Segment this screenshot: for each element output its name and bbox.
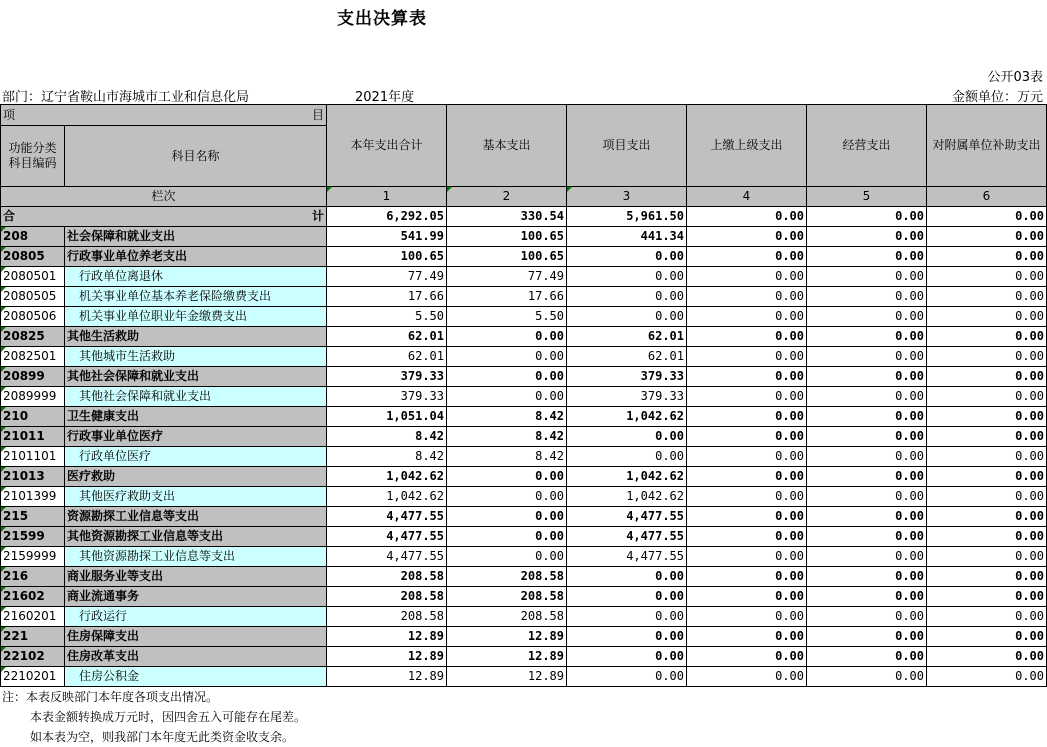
amount-cell: 0.00	[687, 347, 807, 367]
amount-cell: 0.00	[687, 507, 807, 527]
header-item-right: 目	[311, 108, 324, 122]
amount-cell: 62.01	[567, 347, 687, 367]
amount-cell: 0.00	[927, 467, 1047, 487]
amount-cell: 0.00	[927, 267, 1047, 287]
amount-cell: 0.00	[687, 327, 807, 347]
amount-cell: 0.00	[567, 247, 687, 267]
subject-name-cell: 商业服务业等支出	[65, 567, 327, 587]
amount-cell: 379.33	[567, 367, 687, 387]
form-code: 公开03表	[987, 70, 1043, 85]
amount-cell: 1,042.62	[567, 487, 687, 507]
subject-name-cell: 其他医疗救助支出	[65, 487, 327, 507]
func-code-cell: 2082501	[1, 347, 65, 367]
table-row	[1, 427, 1047, 447]
amount-cell: 0.00	[687, 247, 807, 267]
func-code-cell: 2080505	[1, 287, 65, 307]
total-value: 0.00	[807, 207, 927, 227]
amount-cell: 0.00	[807, 447, 927, 467]
amount-cell: 0.00	[687, 387, 807, 407]
subject-name-cell: 机关事业单位职业年金缴费支出	[65, 307, 327, 327]
col-num-1: 1	[327, 187, 447, 207]
table-row	[1, 247, 1047, 267]
func-code-cell: 2089999	[1, 387, 65, 407]
amount-cell: 0.00	[447, 507, 567, 527]
amount-cell: 0.00	[807, 467, 927, 487]
year-label: 2021年度	[355, 90, 415, 105]
amount-cell: 1,042.62	[567, 407, 687, 427]
func-code-cell: 215	[1, 507, 65, 527]
amount-cell: 0.00	[927, 447, 1047, 467]
amount-cell: 0.00	[807, 547, 927, 567]
amount-cell: 5.50	[327, 307, 447, 327]
amount-cell: 379.33	[567, 387, 687, 407]
table-row	[1, 287, 1047, 307]
subject-name-cell: 其他生活救助	[65, 327, 327, 347]
subject-name-cell: 资源勘探工业信息等支出	[65, 507, 327, 527]
amount-cell: 0.00	[447, 367, 567, 387]
func-code-cell: 21602	[1, 587, 65, 607]
amount-cell: 100.65	[447, 227, 567, 247]
amount-cell: 0.00	[807, 347, 927, 367]
total-value: 0.00	[687, 207, 807, 227]
amount-cell: 0.00	[927, 607, 1047, 627]
subject-name-cell: 住房公积金	[65, 667, 327, 687]
func-code-cell: 20825	[1, 327, 65, 347]
amount-cell: 0.00	[927, 247, 1047, 267]
amount-cell: 0.00	[807, 407, 927, 427]
note-line: 注：本表反映部门本年度各项支出情况。	[2, 690, 219, 704]
table-row	[1, 467, 1047, 487]
subject-name-cell: 卫生健康支出	[65, 407, 327, 427]
amount-cell: 0.00	[927, 347, 1047, 367]
amount-cell: 0.00	[807, 387, 927, 407]
amount-cell: 541.99	[327, 227, 447, 247]
amount-cell: 0.00	[807, 567, 927, 587]
amount-cell: 0.00	[567, 627, 687, 647]
subject-name-cell: 行政单位离退休	[65, 267, 327, 287]
amount-cell: 0.00	[687, 527, 807, 547]
note-line: 如本表为空，则我部门本年度无此类资金收支余。	[30, 730, 295, 744]
amount-cell: 0.00	[687, 447, 807, 467]
amount-cell: 0.00	[927, 387, 1047, 407]
amount-cell: 0.00	[447, 487, 567, 507]
func-code-cell: 2080506	[1, 307, 65, 327]
amount-cell: 0.00	[567, 267, 687, 287]
amount-cell: 62.01	[327, 347, 447, 367]
amount-cell: 0.00	[927, 407, 1047, 427]
func-code-cell: 2101101	[1, 447, 65, 467]
amount-cell: 12.89	[327, 627, 447, 647]
func-code-cell: 2080501	[1, 267, 65, 287]
header-col-5: 经营支出	[807, 105, 927, 187]
amount-cell: 208.58	[327, 607, 447, 627]
amount-cell: 0.00	[687, 287, 807, 307]
amount-cell: 0.00	[687, 667, 807, 687]
amount-cell: 0.00	[807, 227, 927, 247]
subject-name-cell: 行政运行	[65, 607, 327, 627]
subject-name-cell: 其他资源勘探工业信息等支出	[65, 527, 327, 547]
func-code-cell: 221	[1, 627, 65, 647]
subject-name-cell: 住房改革支出	[65, 647, 327, 667]
amount-cell: 0.00	[927, 587, 1047, 607]
amount-cell: 1,042.62	[567, 467, 687, 487]
table-row	[1, 507, 1047, 527]
amount-cell: 0.00	[807, 627, 927, 647]
amount-cell: 0.00	[687, 407, 807, 427]
amount-cell: 0.00	[687, 467, 807, 487]
amount-cell: 8.42	[327, 447, 447, 467]
amount-cell: 62.01	[567, 327, 687, 347]
col-num-6: 6	[927, 187, 1047, 207]
amount-cell: 441.34	[567, 227, 687, 247]
amount-cell: 0.00	[807, 327, 927, 347]
amount-cell: 0.00	[927, 427, 1047, 447]
amount-cell: 0.00	[807, 427, 927, 447]
subject-name-cell: 行政事业单位医疗	[65, 427, 327, 447]
func-code-cell: 2160201	[1, 607, 65, 627]
amount-cell: 0.00	[567, 607, 687, 627]
header-col-3: 项目支出	[567, 105, 687, 187]
amount-cell: 77.49	[327, 267, 447, 287]
amount-cell: 0.00	[567, 447, 687, 467]
total-row	[1, 207, 1047, 227]
amount-cell: 0.00	[927, 327, 1047, 347]
table-row	[1, 647, 1047, 667]
table-row	[1, 587, 1047, 607]
amount-cell: 0.00	[807, 287, 927, 307]
amount-cell: 0.00	[807, 247, 927, 267]
col-num-3: 3	[567, 187, 687, 207]
table-row	[1, 607, 1047, 627]
subject-name-cell: 医疗救助	[65, 467, 327, 487]
table-row	[1, 527, 1047, 547]
amount-cell: 208.58	[327, 567, 447, 587]
amount-cell: 0.00	[927, 367, 1047, 387]
amount-cell: 100.65	[327, 247, 447, 267]
amount-cell: 0.00	[687, 227, 807, 247]
amount-cell: 0.00	[447, 327, 567, 347]
amount-cell: 4,477.55	[327, 507, 447, 527]
amount-cell: 0.00	[567, 667, 687, 687]
table-row	[1, 567, 1047, 587]
subject-name-cell: 其他社会保障和就业支出	[65, 387, 327, 407]
amount-cell: 4,477.55	[567, 547, 687, 567]
amount-cell: 0.00	[927, 227, 1047, 247]
amount-cell: 0.00	[807, 607, 927, 627]
total-value: 330.54	[447, 207, 567, 227]
amount-cell: 0.00	[687, 587, 807, 607]
amount-cell: 17.66	[327, 287, 447, 307]
department-label: 部门：辽宁省鞍山市海城市工业和信息化局	[2, 90, 250, 105]
func-code-cell: 21011	[1, 427, 65, 447]
col-num-4: 4	[687, 187, 807, 207]
header-col-6: 对附属单位补助支出	[927, 105, 1047, 187]
header-func-code: 功能分类科目编码	[1, 126, 65, 187]
amount-cell: 0.00	[567, 307, 687, 327]
amount-cell: 0.00	[927, 627, 1047, 647]
header-col-label: 栏次	[1, 187, 327, 207]
amount-cell: 0.00	[927, 507, 1047, 527]
amount-cell: 0.00	[927, 487, 1047, 507]
subject-name-cell: 其他资源勘探工业信息等支出	[65, 547, 327, 567]
func-code-cell: 21599	[1, 527, 65, 547]
subject-name-cell: 社会保障和就业支出	[65, 227, 327, 247]
amount-cell: 379.33	[327, 387, 447, 407]
table-row	[1, 447, 1047, 467]
subject-name-cell: 其他社会保障和就业支出	[65, 367, 327, 387]
amount-cell: 379.33	[327, 367, 447, 387]
amount-cell: 0.00	[807, 587, 927, 607]
func-code-cell: 20899	[1, 367, 65, 387]
header-item-cell	[1, 105, 327, 126]
amount-cell: 12.89	[447, 627, 567, 647]
amount-cell: 0.00	[687, 627, 807, 647]
amount-cell: 8.42	[447, 427, 567, 447]
func-code-cell: 216	[1, 567, 65, 587]
header-item-left: 项	[3, 108, 16, 122]
table-row	[1, 227, 1047, 247]
func-code-cell: 21013	[1, 467, 65, 487]
header-col-2: 基本支出	[447, 105, 567, 187]
amount-cell: 0.00	[807, 507, 927, 527]
header-col-4: 上缴上级支出	[687, 105, 807, 187]
amount-cell: 0.00	[567, 427, 687, 447]
amount-cell: 8.42	[447, 447, 567, 467]
unit-label: 金额单位：万元	[951, 90, 1043, 105]
amount-cell: 0.00	[807, 487, 927, 507]
amount-cell: 0.00	[447, 387, 567, 407]
amount-cell: 12.89	[447, 667, 567, 687]
func-code-cell: 208	[1, 227, 65, 247]
amount-cell: 0.00	[687, 567, 807, 587]
amount-cell: 1,051.04	[327, 407, 447, 427]
footnotes	[2, 687, 306, 747]
amount-cell: 0.00	[927, 287, 1047, 307]
func-code-cell: 210	[1, 407, 65, 427]
func-code-cell: 20805	[1, 247, 65, 267]
subject-name-cell: 商业流通事务	[65, 587, 327, 607]
amount-cell: 0.00	[687, 547, 807, 567]
amount-cell: 5.50	[447, 307, 567, 327]
subject-name-cell: 住房保障支出	[65, 627, 327, 647]
table-row	[1, 307, 1047, 327]
note-line: 本表金额转换成万元时，因四舍五入可能存在尾差。	[30, 710, 307, 724]
amount-cell: 208.58	[327, 587, 447, 607]
total-right: 计	[311, 209, 324, 223]
total-value: 5,961.50	[567, 207, 687, 227]
table-row	[1, 667, 1047, 687]
amount-cell: 17.66	[447, 287, 567, 307]
amount-cell: 0.00	[567, 647, 687, 667]
table-row	[1, 327, 1047, 347]
amount-cell: 0.00	[807, 267, 927, 287]
amount-cell: 0.00	[687, 367, 807, 387]
amount-cell: 208.58	[447, 587, 567, 607]
amount-cell: 100.65	[447, 247, 567, 267]
total-left: 合	[3, 209, 16, 223]
amount-cell: 0.00	[927, 667, 1047, 687]
amount-cell: 0.00	[807, 527, 927, 547]
table-row	[1, 407, 1047, 427]
amount-cell: 0.00	[687, 307, 807, 327]
amount-cell: 8.42	[327, 427, 447, 447]
amount-cell: 4,477.55	[567, 507, 687, 527]
header-subject-name: 科目名称	[65, 126, 327, 187]
col-num-2: 2	[447, 187, 567, 207]
amount-cell: 0.00	[807, 367, 927, 387]
expenditure-table	[0, 104, 1047, 687]
amount-cell: 0.00	[927, 647, 1047, 667]
amount-cell: 0.00	[567, 587, 687, 607]
func-code-cell: 2159999	[1, 547, 65, 567]
amount-cell: 62.01	[327, 327, 447, 347]
amount-cell: 12.89	[327, 667, 447, 687]
func-code-cell: 2210201	[1, 667, 65, 687]
amount-cell: 12.89	[447, 647, 567, 667]
table-row	[1, 267, 1047, 287]
amount-cell: 0.00	[807, 647, 927, 667]
amount-cell: 0.00	[567, 567, 687, 587]
amount-cell: 0.00	[927, 567, 1047, 587]
amount-cell: 4,477.55	[567, 527, 687, 547]
amount-cell: 0.00	[927, 307, 1047, 327]
amount-cell: 0.00	[807, 307, 927, 327]
table-row	[1, 367, 1047, 387]
amount-cell: 0.00	[687, 487, 807, 507]
subject-name-cell: 其他城市生活救助	[65, 347, 327, 367]
header-col-1: 本年支出合计	[327, 105, 447, 187]
func-code-cell: 2101399	[1, 487, 65, 507]
table-row	[1, 487, 1047, 507]
amount-cell: 77.49	[447, 267, 567, 287]
page-title: 支出决算表	[337, 9, 427, 29]
amount-cell: 12.89	[327, 647, 447, 667]
amount-cell: 4,477.55	[327, 527, 447, 547]
amount-cell: 208.58	[447, 607, 567, 627]
amount-cell: 0.00	[927, 527, 1047, 547]
amount-cell: 0.00	[447, 547, 567, 567]
total-label	[1, 207, 327, 227]
table-row	[1, 627, 1047, 647]
amount-cell: 8.42	[447, 407, 567, 427]
amount-cell: 0.00	[447, 467, 567, 487]
amount-cell: 208.58	[447, 567, 567, 587]
table-body	[1, 207, 1047, 687]
amount-cell: 0.00	[447, 527, 567, 547]
table-row	[1, 547, 1047, 567]
subject-name-cell: 行政单位医疗	[65, 447, 327, 467]
col-num-5: 5	[807, 187, 927, 207]
amount-cell: 0.00	[567, 287, 687, 307]
amount-cell: 0.00	[807, 667, 927, 687]
total-value: 0.00	[927, 207, 1047, 227]
amount-cell: 0.00	[687, 607, 807, 627]
amount-cell: 0.00	[687, 647, 807, 667]
table-header	[1, 105, 1047, 207]
amount-cell: 0.00	[927, 547, 1047, 567]
amount-cell: 1,042.62	[327, 487, 447, 507]
table-row	[1, 387, 1047, 407]
func-code-cell: 22102	[1, 647, 65, 667]
amount-cell: 0.00	[447, 347, 567, 367]
amount-cell: 1,042.62	[327, 467, 447, 487]
amount-cell: 0.00	[687, 267, 807, 287]
amount-cell: 0.00	[687, 427, 807, 447]
total-value: 6,292.05	[327, 207, 447, 227]
table-row	[1, 347, 1047, 367]
subject-name-cell: 机关事业单位基本养老保险缴费支出	[65, 287, 327, 307]
subject-name-cell: 行政事业单位养老支出	[65, 247, 327, 267]
amount-cell: 4,477.55	[327, 547, 447, 567]
